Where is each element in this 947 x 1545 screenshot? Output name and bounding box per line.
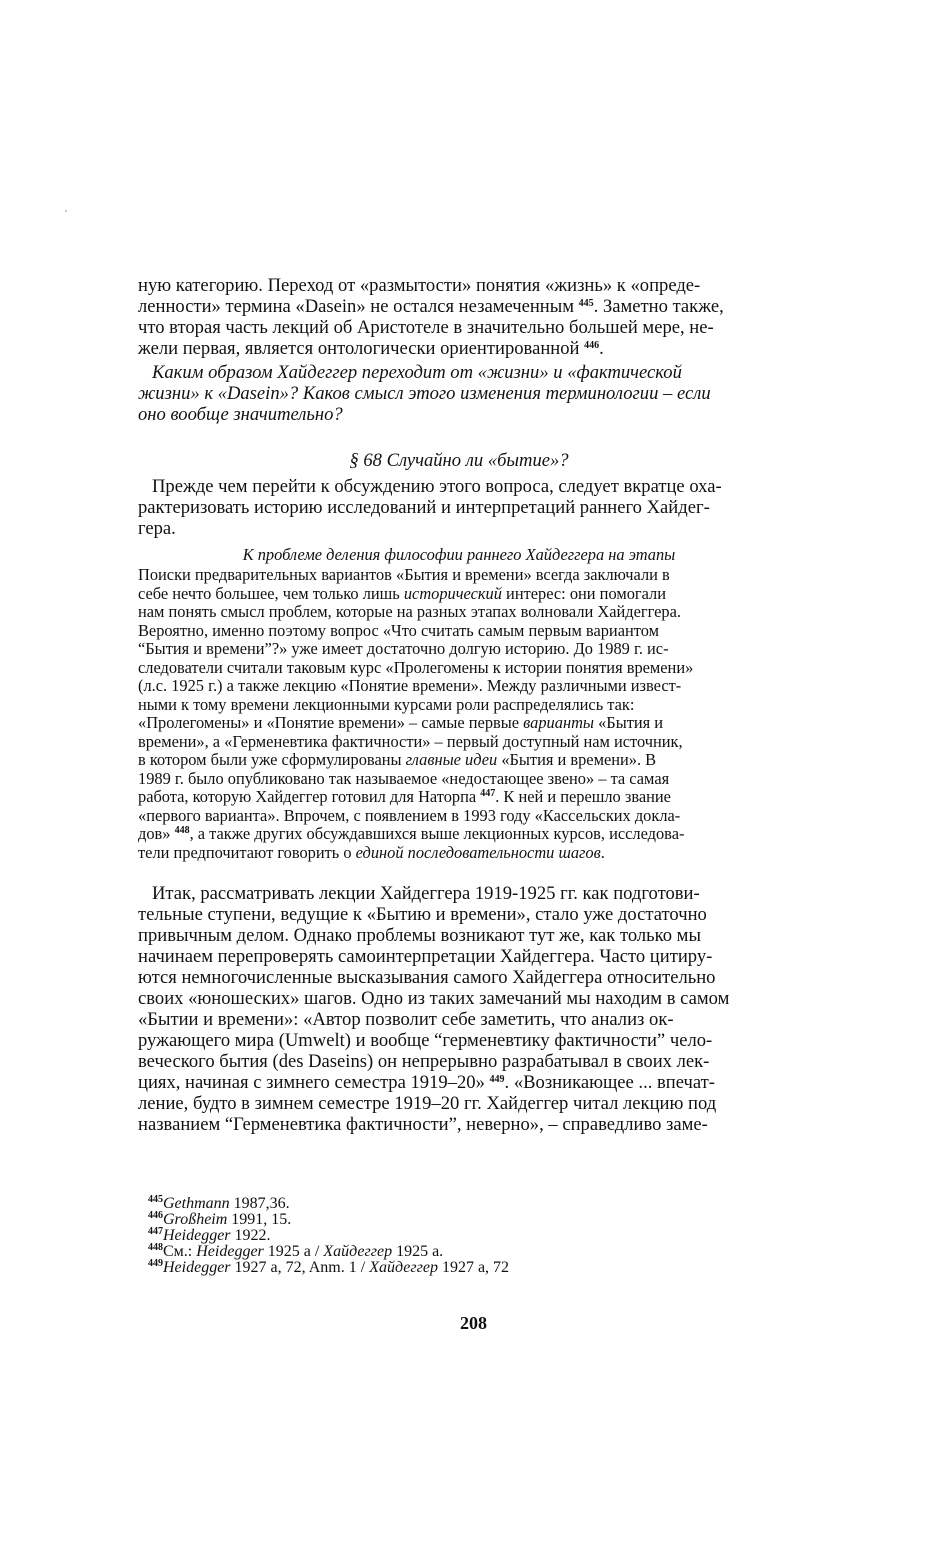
text-line: Итак, рассматривать лекции Хайдеггера 1919-1925 гг. как подготови- xyxy=(152,883,700,904)
footnotes xyxy=(148,1196,790,1276)
intro-paragraph xyxy=(138,476,780,539)
text-line: названием “Герменевтика фактичности”, неверно», – справедливо заме- xyxy=(138,1114,708,1135)
footnote-ref: 449 xyxy=(489,1074,505,1085)
section-title: § 68 Случайно ли «бытие»? xyxy=(349,450,569,471)
text-line: жизни» к «Dasein»? Каков смысл этого изменения терминологии – если xyxy=(138,383,711,404)
text-line: «первого варианта». Впрочем, с появлением в 1993 году «Кассельских докла- xyxy=(138,805,681,825)
text-line: дов» $^{448}$, а также других обсуждавшихся выше лекционных курсов, исследова- xyxy=(138,824,685,843)
paragraph-continued xyxy=(138,275,780,359)
text-line: «Пролегомены» и «Понятие времени» – самые первые варианты «Бытия и xyxy=(138,713,664,732)
text-line: времени», а «Герменевтика фактичности» – первый доступный нам источник, xyxy=(138,731,683,751)
footnote-ref: 446 xyxy=(584,340,600,351)
page-number: 208 xyxy=(460,1313,487,1333)
text-line: Каким образом Хайдеггер переходит от «жизни» и «фактической xyxy=(152,362,682,383)
text-line: начинаем перепроверять самоинтерпретации Хайдеггера. Часто цитиру- xyxy=(138,946,713,967)
text-line: себе нечто большее, чем только лишь исторический интерес: они помогали xyxy=(138,583,666,603)
footnote-ref: 447 xyxy=(480,788,496,799)
text-line: тели предпочитают говорить о единой последовательности шагов. xyxy=(138,842,605,862)
text-line: ными к тому времени лекционными курсами роли распределялись так: xyxy=(138,694,635,714)
text-line: следователи считали таковым курс «Пролегомены к истории понятия времени» xyxy=(138,657,694,677)
text-line: Вероятно, именно поэтому вопрос «Что считать самым первым вариантом xyxy=(138,620,659,640)
footnote: $^{448}$См.: Heidegger 1925 a / Хайдеггер 1925 a. xyxy=(148,1242,444,1260)
footnote: $^{445}$Gethmann 1987,36. xyxy=(148,1194,290,1212)
text-line: рактеризовать историю исследований и интерпретаций раннего Хайдег- xyxy=(138,497,710,518)
text-line: своих «юношеских» шагов. Одно из таких замечаний мы находим в самом xyxy=(138,988,730,1009)
text-line: циях, начиная с зимнего семестра 1919–20» $^{449}$. «Возникающее ... впечат- xyxy=(138,1072,715,1093)
question-paragraph xyxy=(138,362,780,425)
text-line: «Бытии и времени»: «Автор позволит себе заметить, что анализ ок- xyxy=(138,1009,674,1030)
footnote-ref: 445 xyxy=(578,298,594,309)
text-line: привычным делом. Однако проблемы возникают тут же, как только мы xyxy=(138,925,701,946)
text-line: нам понять смысл проблем, которые на разных этапах волновали Хайдеггера. xyxy=(138,602,681,621)
footnote-ref: 448 xyxy=(174,825,190,836)
text-line: гера. xyxy=(138,518,176,539)
text-line: что вторая часть лекций об Аристотеле в значительно большей мере, не- xyxy=(138,317,714,338)
text-line: тельные ступени, ведущие к «Бытию и времени», стало уже достаточно xyxy=(138,904,707,925)
text-line: “Бытия и времени”?» уже имеет достаточно долгую историю. До 1989 г. ис- xyxy=(138,639,669,658)
text-line: ление, будто в зимнем семестре 1919–20 гг. Хайдеггер читал лекцию под xyxy=(138,1093,717,1114)
text-line: Поиски предварительных вариантов «Бытия и времени» всегда заключали в xyxy=(138,565,670,584)
text-line: 1989 г. было опубликовано так называемое «недостающее звено» – та самая xyxy=(138,768,670,788)
main-paragraph xyxy=(138,883,780,1135)
text-line: ленности» термина «Dasein» не остался незамеченным $^{445}$. Заметно также, xyxy=(138,296,724,317)
footnote: $^{447}$Heidegger 1922. xyxy=(148,1226,271,1244)
text-line: жели первая, является онтологически ориентированной $^{446}$. xyxy=(138,338,604,359)
text-line: ную категорию. Переход от «размытости» понятия «жизнь» к «опреде- xyxy=(138,275,701,296)
text-line: ружающего мира (Umwelt) и вообще “герменевтику фактичности” чело- xyxy=(138,1030,713,1051)
small-print-paragraph xyxy=(138,566,780,862)
subheading: К проблеме деления философии раннего Хайдеггера на этапы xyxy=(242,545,676,564)
text-line: Прежде чем перейти к обсуждению этого вопроса, следует вкратце оха- xyxy=(152,476,722,497)
text-line: ются немногочисленные высказывания самого Хайдеггера относительно xyxy=(138,967,716,988)
footnote: $^{446}$Großheim 1991, 15. xyxy=(148,1210,292,1228)
text-line: работа, которую Хайдеггер готовил для Наторпа $^{447}$. К ней и перешло звание xyxy=(138,787,671,806)
text-line: (л.с. 1925 г.) а также лекцию «Понятие времени». Между различными извест- xyxy=(138,676,682,695)
scan-speck xyxy=(65,210,67,212)
text-line: веческого бытия (des Daseins) он непрерывно разрабатывал в своих лек- xyxy=(138,1051,710,1072)
text-line: в котором были уже сформулированы главные идеи «Бытия и времени». В xyxy=(138,750,657,769)
footnote: $^{449}$Heidegger 1927 a, 72, Anm. 1 / Хайдеггер 1927 a, 72 xyxy=(148,1258,510,1276)
text-line: оно вообще значительно? xyxy=(138,404,343,425)
